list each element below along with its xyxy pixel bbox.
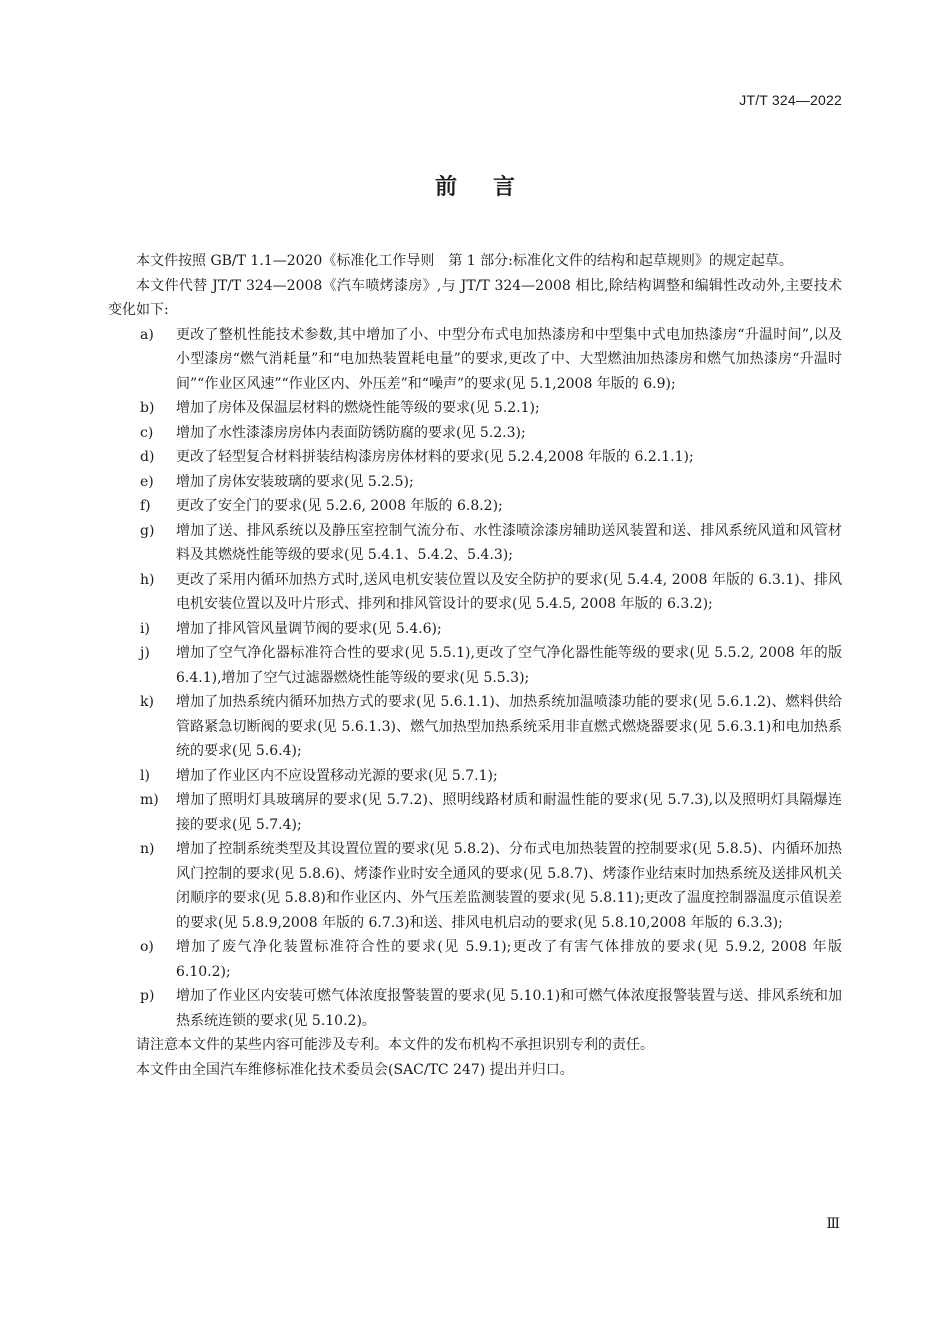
list-item: [108, 935, 842, 984]
standard-code: JT/T 324—2022: [739, 92, 842, 108]
item-text: 增加了加热系统内循环加热方式的要求(见 5.6.1.1)、加热系统加温喷漆功能的要求(见 5.6.1.2)、燃料供给管路紧急切断阀的要求(见 5.6.1.3)、燃气加热型加热系统采用非直燃式燃烧器要求(见 5.6.3.1)和电加热系统的要求(见 5.6.4);: [176, 694, 842, 759]
page-title: 前言: [434, 175, 551, 200]
item-marker: o): [140, 939, 154, 955]
item-text: 增加了房体安装玻璃的要求(见 5.2.5);: [176, 473, 414, 490]
list-item: [108, 617, 842, 642]
list-item: [108, 641, 842, 690]
item-text: 增加了控制系统类型及其设置位置的要求(见 5.8.2)、分布式电加热装置的控制要求(见 5.8.5)、内循环加热风门控制的要求(见 5.8.6)、烤漆作业时安全通风的要求(见 5.8.7)、烤漆作业结束时加热系统及送排风机关闭顺序的要求(见 5.8.8)和作业区内、外气压差监测装置的要求(见 5.8.11);更改了温度控制器温度示值误差的要求(见 5.8.9,2008 年版的 6.7.3)和送、排风电机启动的要求(见 5.8.10,2008 年版的 6.3.3);: [176, 841, 842, 931]
item-marker: c): [140, 424, 154, 441]
item-marker: d): [140, 449, 155, 465]
item-marker: b): [140, 400, 155, 416]
intro-paragraph-2: 本文件代替 JT/T 324—2008《汽车喷烤漆房》,与 JT/T 324—2008 相比,除结构调整和编辑性改动外,主要技术变化如下:: [108, 277, 842, 318]
proposer-statement: 本文件由全国汽车维修标准化技术委员会(SAC/TC 247) 提出并归口。: [136, 1061, 574, 1078]
item-text: 增加了空气净化器标准符合性的要求(见 5.5.1),更改了空气净化器性能等级的要求(见 5.5.2, 2008 年的版 6.4.1),增加了空气过滤器燃烧性能等级的要求(见 5.5.3);: [176, 645, 842, 686]
item-marker: n): [140, 841, 155, 857]
item-text: 增加了排风管风量调节阀的要求(见 5.4.6);: [176, 620, 442, 637]
list-item: [108, 323, 842, 397]
item-marker: f): [140, 498, 151, 514]
item-marker: l): [140, 767, 150, 784]
item-marker: m): [140, 792, 159, 808]
list-item: [108, 690, 842, 764]
list-item: [108, 764, 842, 789]
page-number: Ⅲ: [826, 1216, 840, 1232]
item-text: 更改了整机性能技术参数,其中增加了小、中型分布式电加热漆房和中型集中式电加热漆房“升温时间”,以及小型漆房“燃气消耗量”和“电加热装置耗电量”的要求,更改了中、大型燃油加热漆房和燃气加热漆房“升温时间”“作业区风速”“作业区内、外压差”和“噪声”的要求(见 5.1,2008 年版的 6.9);: [176, 326, 842, 392]
list-item: [108, 788, 842, 837]
list-item: [108, 445, 842, 470]
item-marker: j): [140, 645, 150, 661]
list-item: [108, 568, 842, 617]
item-text: 增加了房体及保温层材料的燃烧性能等级的要求(见 5.2.1);: [176, 400, 540, 416]
item-text: 增加了送、排风系统以及静压室控制气流分布、水性漆喷涂漆房辅助送风装置和送、排风系统风道和风管材料及其燃烧性能等级的要求(见 5.4.1、5.4.2、5.4.3);: [176, 522, 842, 563]
item-text: 增加了作业区内不应设置移动光源的要求(见 5.7.1);: [176, 767, 498, 784]
item-text: 增加了废气净化装置标准符合性的要求(见 5.9.1);更改了有害气体排放的要求(见 5.9.2, 2008 年版 6.10.2);: [176, 939, 842, 980]
item-marker: g): [140, 522, 155, 539]
item-marker: e): [140, 473, 154, 490]
item-text: 更改了安全门的要求(见 5.2.6, 2008 年版的 6.8.2);: [176, 498, 503, 514]
list-item: [108, 837, 842, 935]
list-item: [108, 984, 842, 1033]
list-item: [108, 421, 842, 446]
document-body: [108, 249, 842, 1082]
list-item: [108, 519, 842, 568]
list-item: [108, 396, 842, 421]
item-text: 增加了水性漆漆房房体内表面防锈防腐的要求(见 5.2.3);: [176, 424, 526, 441]
intro-paragraph-1: 本文件按照 GB/T 1.1—2020《标准化工作导则 第 1 部分:标准化文件的结构和起草规则》的规定起草。: [136, 253, 793, 269]
item-text: 更改了轻型复合材料拼装结构漆房房体材料的要求(见 5.2.4,2008 年版的 6.2.1.1);: [176, 449, 694, 465]
item-marker: h): [140, 571, 155, 588]
patent-notice: 请注意本文件的某些内容可能涉及专利。本文件的发布机构不承担识别专利的责任。: [136, 1037, 654, 1053]
item-marker: i): [140, 620, 150, 637]
item-text: 更改了采用内循环加热方式时,送风电机安装位置以及安全防护的要求(见 5.4.4, 2008 年版的 6.3.1)、排风电机安装位置以及叶片形式、排列和排风管设计的要求(见 5.4.5, 2008 年版的 6.3.2);: [176, 571, 842, 612]
item-text: 增加了照明灯具玻璃屏的要求(见 5.7.2)、照明线路材质和耐温性能的要求(见 5.7.3),以及照明灯具隔爆连接的要求(见 5.7.4);: [176, 792, 842, 833]
item-text: 增加了作业区内安装可燃气体浓度报警装置的要求(见 5.10.1)和可燃气体浓度报警装置与送、排风系统和加热系统连锁的要求(见 5.10.2)。: [176, 988, 842, 1029]
list-item: [108, 470, 842, 495]
change-list: [108, 323, 842, 1034]
item-marker: p): [140, 988, 155, 1004]
list-item: [108, 494, 842, 519]
item-marker: a): [140, 326, 154, 343]
item-marker: k): [140, 694, 154, 710]
